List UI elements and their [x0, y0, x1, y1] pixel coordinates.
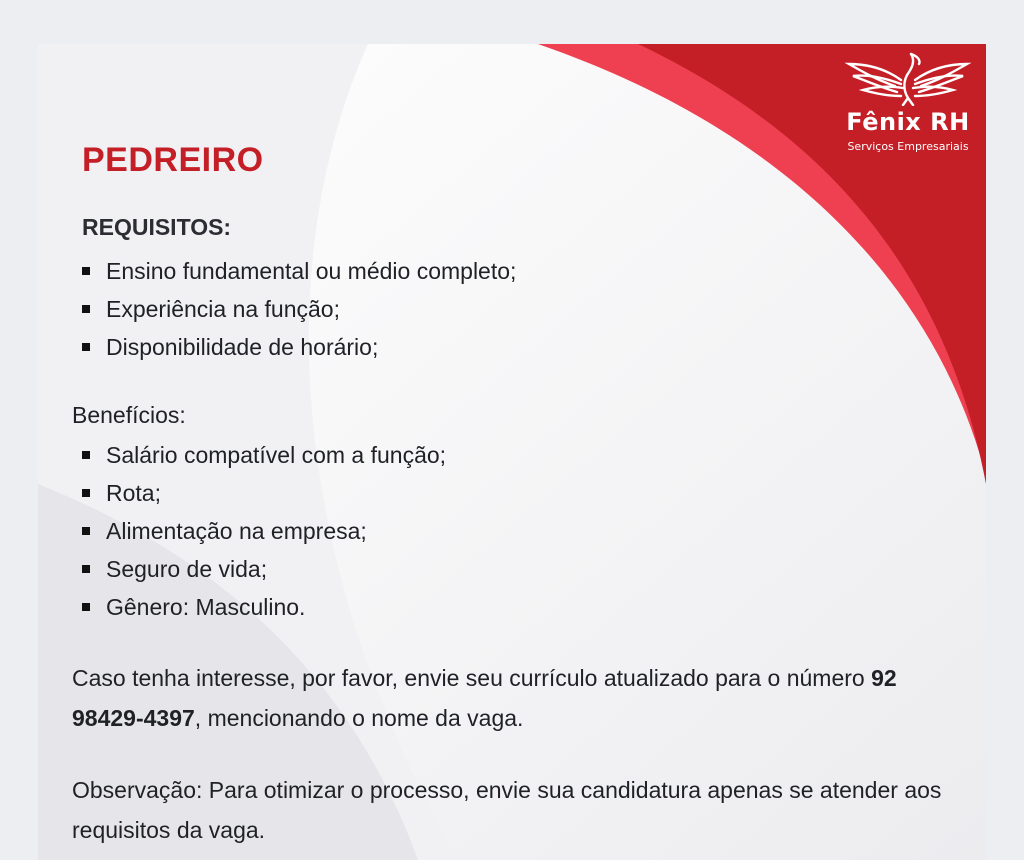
- list-item-text: Ensino fundamental ou médio completo;: [106, 258, 517, 284]
- benefits-list: [80, 436, 446, 626]
- list-item: [80, 588, 446, 626]
- company-logo: [838, 50, 978, 162]
- logo-company-name: Fênix RH: [846, 108, 970, 136]
- list-item-text: Seguro de vida;: [106, 556, 268, 582]
- job-title: PEDREIRO: [82, 141, 264, 179]
- note-paragraph: Observação: Para otimizar o processo, envie sua candidatura apenas se atender aos requisitos da vaga.: [72, 777, 942, 843]
- requirements-heading: REQUISITOS:: [82, 214, 232, 240]
- bullet-icon: [82, 489, 90, 497]
- phoenix-icon: [843, 50, 973, 106]
- bullet-icon: [82, 603, 90, 611]
- list-item-text: Experiência na função;: [106, 296, 340, 322]
- job-post-card: [38, 44, 986, 860]
- logo-tagline: Serviços Empresariais: [847, 140, 969, 153]
- list-item: [80, 252, 516, 290]
- list-item: [80, 512, 446, 550]
- contact-text-after: , mencionando o nome da vaga.: [194, 705, 524, 731]
- bullet-icon: [82, 305, 90, 313]
- list-item-text: Disponibilidade de horário;: [106, 334, 379, 360]
- phone-number: 92 98429-4397: [72, 665, 897, 731]
- contact-text-before: Caso tenha interesse, por favor, envie seu currículo atualizado para o número: [72, 665, 872, 691]
- list-item: [80, 474, 446, 512]
- contact-paragraph: [72, 658, 952, 738]
- list-item: [80, 328, 516, 366]
- bullet-icon: [82, 565, 90, 573]
- bullet-icon: [82, 527, 90, 535]
- bullet-icon: [82, 451, 90, 459]
- list-item-text: Gênero: Masculino.: [106, 594, 306, 620]
- benefits-heading: Benefícios:: [72, 402, 186, 428]
- bullet-icon: [82, 267, 90, 275]
- list-item: [80, 436, 446, 474]
- requirements-list: [80, 252, 516, 366]
- list-item: [80, 290, 516, 328]
- list-item-text: Salário compatível com a função;: [106, 442, 447, 468]
- list-item: [80, 550, 446, 588]
- list-item-text: Alimentação na empresa;: [106, 518, 367, 544]
- bullet-icon: [82, 343, 90, 351]
- list-item-text: Rota;: [106, 480, 161, 506]
